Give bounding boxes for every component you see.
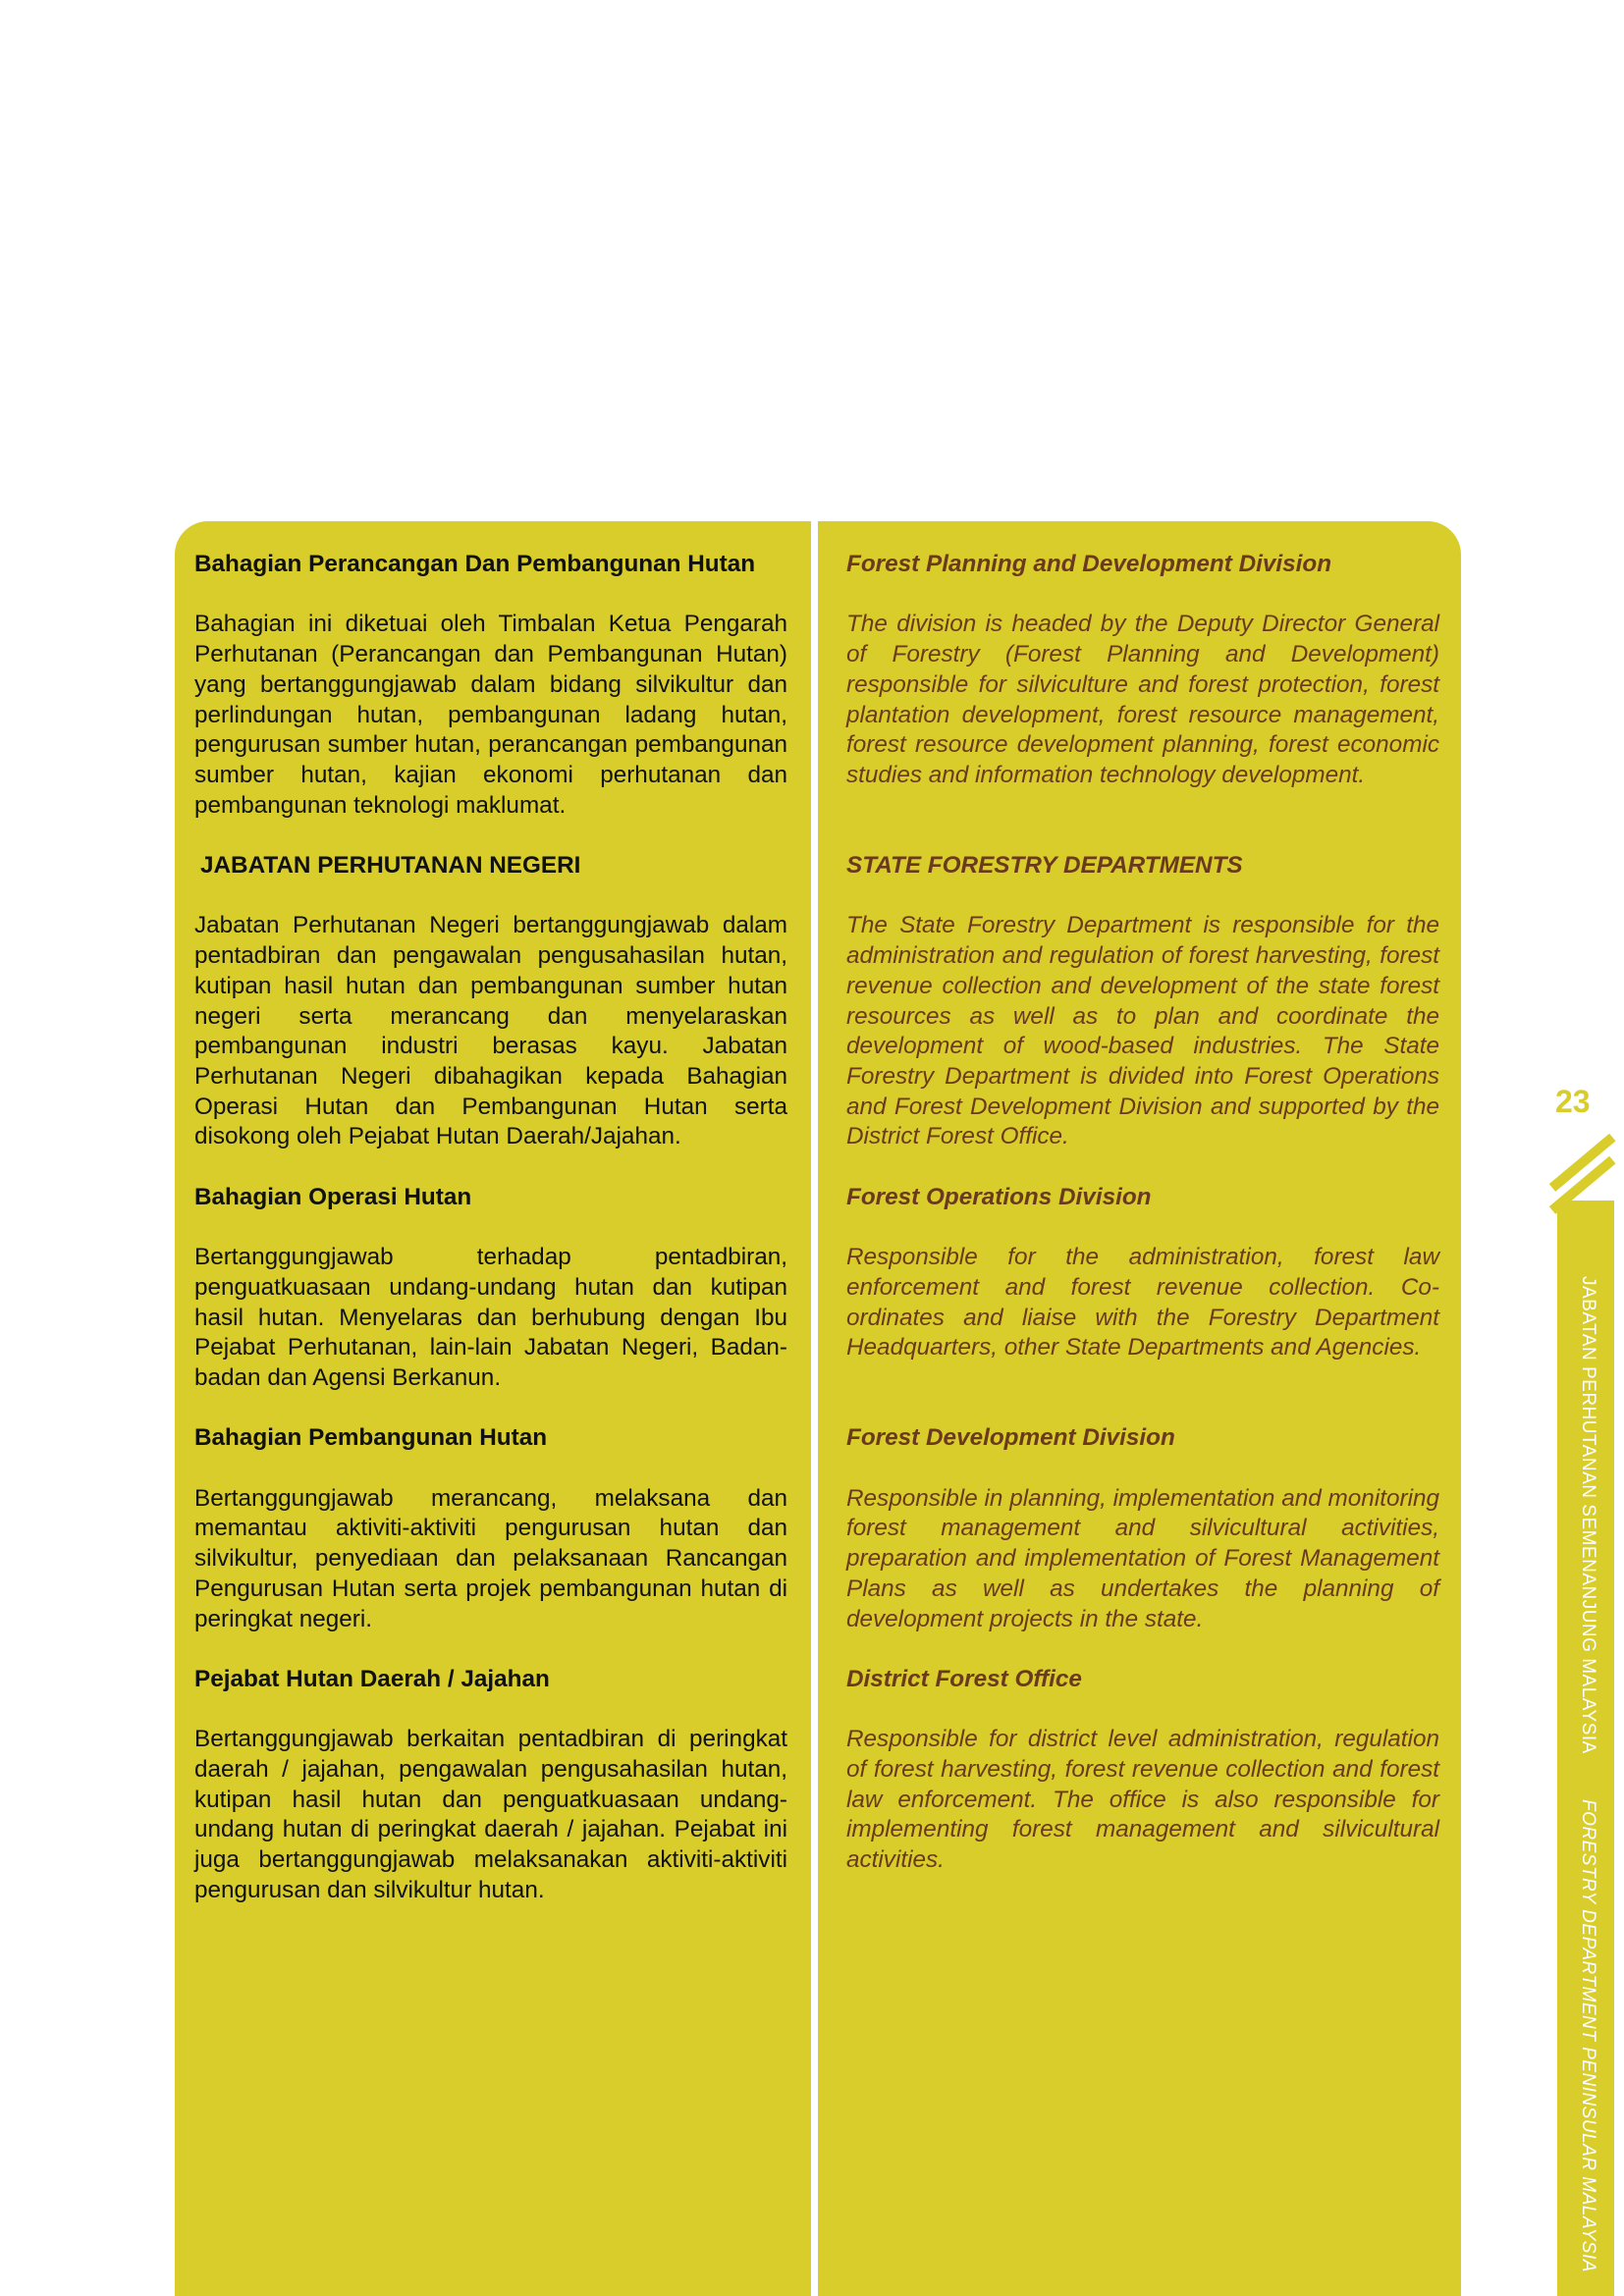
section-paragraph: Responsible for district level administration, regulation of forest harvesting, forest revenue collection and forest law enforcement. The office is also responsible for implementing forest management and silvicultural activities.	[846, 1726, 1439, 1874]
section-paragraph: Bertanggungjawab terhadap pentadbiran, penguatkuasaan undang-undang hutan dan kutipan hasil hutan. Menyelaras dan berhubung dengan Ibu Pejabat Perhutanan, lain-lain Jabatan Negeri, Badan-badan dan Agensi Berkanun.	[194, 1244, 787, 1391]
malay-column	[194, 550, 787, 1906]
running-footer	[1577, 1276, 1598, 2272]
section-heading: Forest Planning and Development Division	[846, 551, 1332, 577]
section-paragraph: The division is headed by the Deputy Director General of Forestry (Forest Planning and Development) responsible for silviculture and forest protection, forest plantation development, forest resource management, forest resource development planning, forest economic studies and information technology development.	[846, 611, 1439, 788]
section-paragraph: Bertanggungjawab berkaitan pentadbiran di peringkat daerah / jajahan, pengawalan pengusahasilan hutan, kutipan hasil hutan dan penguatkuasaan undang-undang hutan di peringkat daerah / jajahan. Pejabat ini juga bertanggungjawab melaksanakan aktiviti-aktiviti pengurusan dan silvikultur hutan.	[194, 1726, 787, 1903]
section-heading: District Forest Office	[846, 1665, 1082, 1692]
section-heading: Bahagian Operasi Hutan	[194, 1183, 472, 1210]
section-heading: Bahagian Pembangunan Hutan	[194, 1424, 548, 1452]
english-column	[846, 550, 1439, 1876]
page-number: 23	[1555, 1084, 1591, 1119]
section-heading: Pejabat Hutan Daerah / Jajahan	[194, 1665, 550, 1692]
section-heading: Forest Operations Division	[846, 1183, 1152, 1210]
section-heading: STATE FORESTRY DEPARTMENTS	[846, 852, 1243, 879]
section-paragraph: Bahagian ini diketuai oleh Timbalan Ketua Pengarah Perhutanan (Perancangan dan Pembangunan Hutan) yang bertanggungjawab dalam bidang silvikultur dan perlindungan hutan, pembangunan ladang hutan, pengurusan sumber hutan, perancangan pembangunan sumber hutan, kajian ekonomi perhutanan dan pembangunan teknologi maklumat.	[194, 611, 787, 819]
section-paragraph: Jabatan Perhutanan Negeri bertanggungjawab dalam pentadbiran dan pengawalan pengusahasilan hutan, kutipan hasil hutan dan pembangunan sumber hutan negeri serta merancang dan menyelaraskan pembangunan industri berasas kayu. Jabatan Perhutanan Negeri dibahagikan kepada Bahagian Operasi Hutan dan Pembangunan Hutan serta disokong oleh Pejabat Hutan Daerah/Jajahan.	[194, 912, 787, 1150]
section-paragraph: The State Forestry Department is responsible for the administration and regulation of forest harvesting, forest revenue collection and development of the state forest resources as well as to plan and coordinate the development of wood-based industries. The State Forestry Department is divided into Forest Operations and Forest Development Division and supported by the District Forest Office.	[846, 912, 1439, 1150]
section-paragraph: Responsible for the administration, forest law enforcement and forest revenue collection. Co-ordinates and liaise with the Forestry Department Headquarters, other State Departments and Agencies.	[846, 1244, 1439, 1362]
section-heading: Forest Development Division	[846, 1424, 1175, 1452]
section-paragraph: Responsible in planning, implementation and monitoring forest management and silvicultural activities, preparation and implementation of Forest Management Plans as well as undertakes the planning of development projects in the state.	[846, 1484, 1439, 1632]
section-heading: JABATAN PERHUTANAN NEGERI	[200, 852, 581, 879]
section-heading: Bahagian Perancangan Dan Pembangunan Hutan	[194, 551, 756, 577]
footer-malay: JABATAN PERHUTANAN SEMENANJUNG MALAYSIA	[1578, 1276, 1598, 1754]
footer-english: FORESTRY DEPARTMENT PENINSULAR MALAYSIA	[1578, 1798, 1598, 2272]
column-divider	[811, 521, 818, 2296]
section-paragraph: Bertanggungjawab merancang, melaksana dan memantau aktiviti-aktiviti pengurusan hutan dan silvikultur, penyediaan dan pelaksanaan Rancangan Pengurusan Hutan serta projek pembangunan hutan di peringkat negeri.	[194, 1484, 787, 1632]
